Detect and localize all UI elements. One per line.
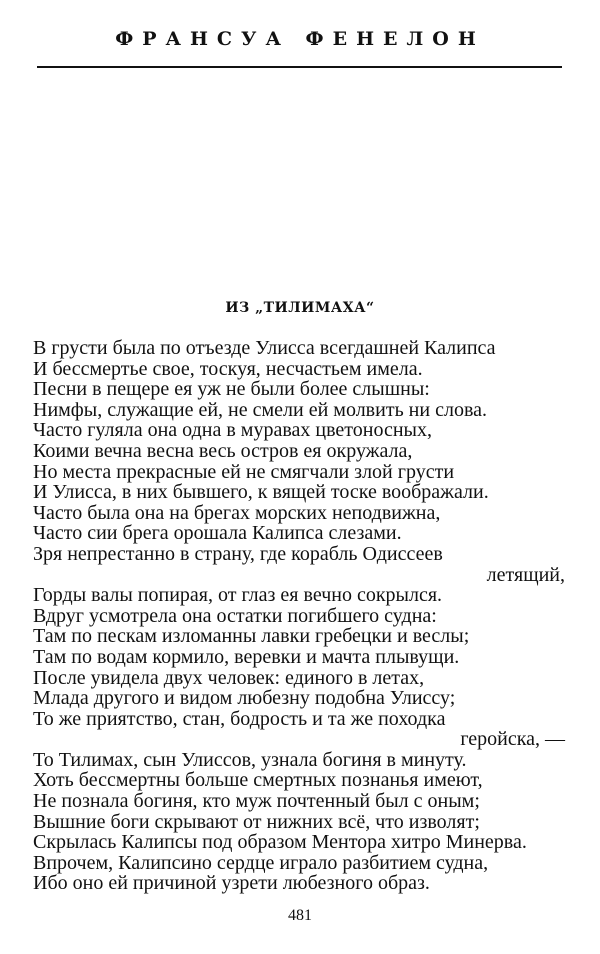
poem-line: И Улисса, в них бывшего, к вящей тоске воображали. [33,481,489,504]
poem-line-continuation: летящий, [486,563,565,586]
poem-line: Нимфы, служащие ей, не смели ей молвить ни слова. [33,398,488,421]
poem-line: И бессмертье свое, тоскуя, несчастьем имела. [33,357,423,380]
poem-line: Часто сии брега орошала Калипса слезами. [33,522,402,545]
poem-line: Зря непрестанно в страну, где корабль Одиссеев [33,542,443,565]
poem-line: Но места прекрасные ей не смягчали злой грусти [33,460,455,483]
poem-line: Вышние боги скрывают от нижних всё, что изволят; [33,810,480,833]
poem-line: То же приятство, стан, бодрость и та же походка [33,707,446,730]
poem-line: Хоть бессмертны больше смертных познанья имеют, [33,769,483,792]
poem-line: Горды валы попирая, от глаз ея вечно сокрылся. [33,584,443,607]
poem-line: Часто была она на брегах морских неподвижна, [33,501,441,524]
poem-title: ИЗ „ТИЛИМАХА“ [225,300,375,316]
poem-line: Млада другого и видом любезну подобна Улиссу; [33,687,456,710]
poem-line: Скрылась Калипсы под образом Ментора хитро Минерва. [33,831,527,854]
author-header: ФРАНСУА ФЕНЕЛОН [115,28,485,50]
poem-line: То Тилимах, сын Улиссов, узнала богиня в минуту. [33,748,467,771]
poem-line: Часто гуляла она одна в муравах цветоносных, [33,419,432,442]
poem-body [33,338,573,894]
poem-line: Не познала богиня, кто муж почтенный был с оным; [33,790,480,813]
poem-line: В грусти была по отъезде Улисса всегдашней Калипса [33,337,496,359]
poem-line: Там по водам кормило, веревки и мачта плывущи. [33,645,460,668]
running-header [0,28,600,50]
poem-line: Ибо оно ей причиной узрети любезного образ. [33,872,430,895]
poem-line-continuation: геройска, — [460,728,565,751]
page-number: 481 [288,907,312,924]
poem-line: Впрочем, Калипсино сердце играло разбитием судна, [33,851,489,874]
poem-line: После увидела двух человек: единого в летах, [33,666,425,689]
poem-line: Там по пескам изломанны лавки гребецки и веслы; [33,625,470,648]
poem-line: Вдруг усмотрела она остатки погибшего судна: [33,604,437,627]
poem-line: Коими вечна весна весь остров ея окружала, [33,439,413,462]
poem-line: Песни в пещере ея уж не были более слышны: [33,378,430,401]
header-rule [37,66,562,68]
